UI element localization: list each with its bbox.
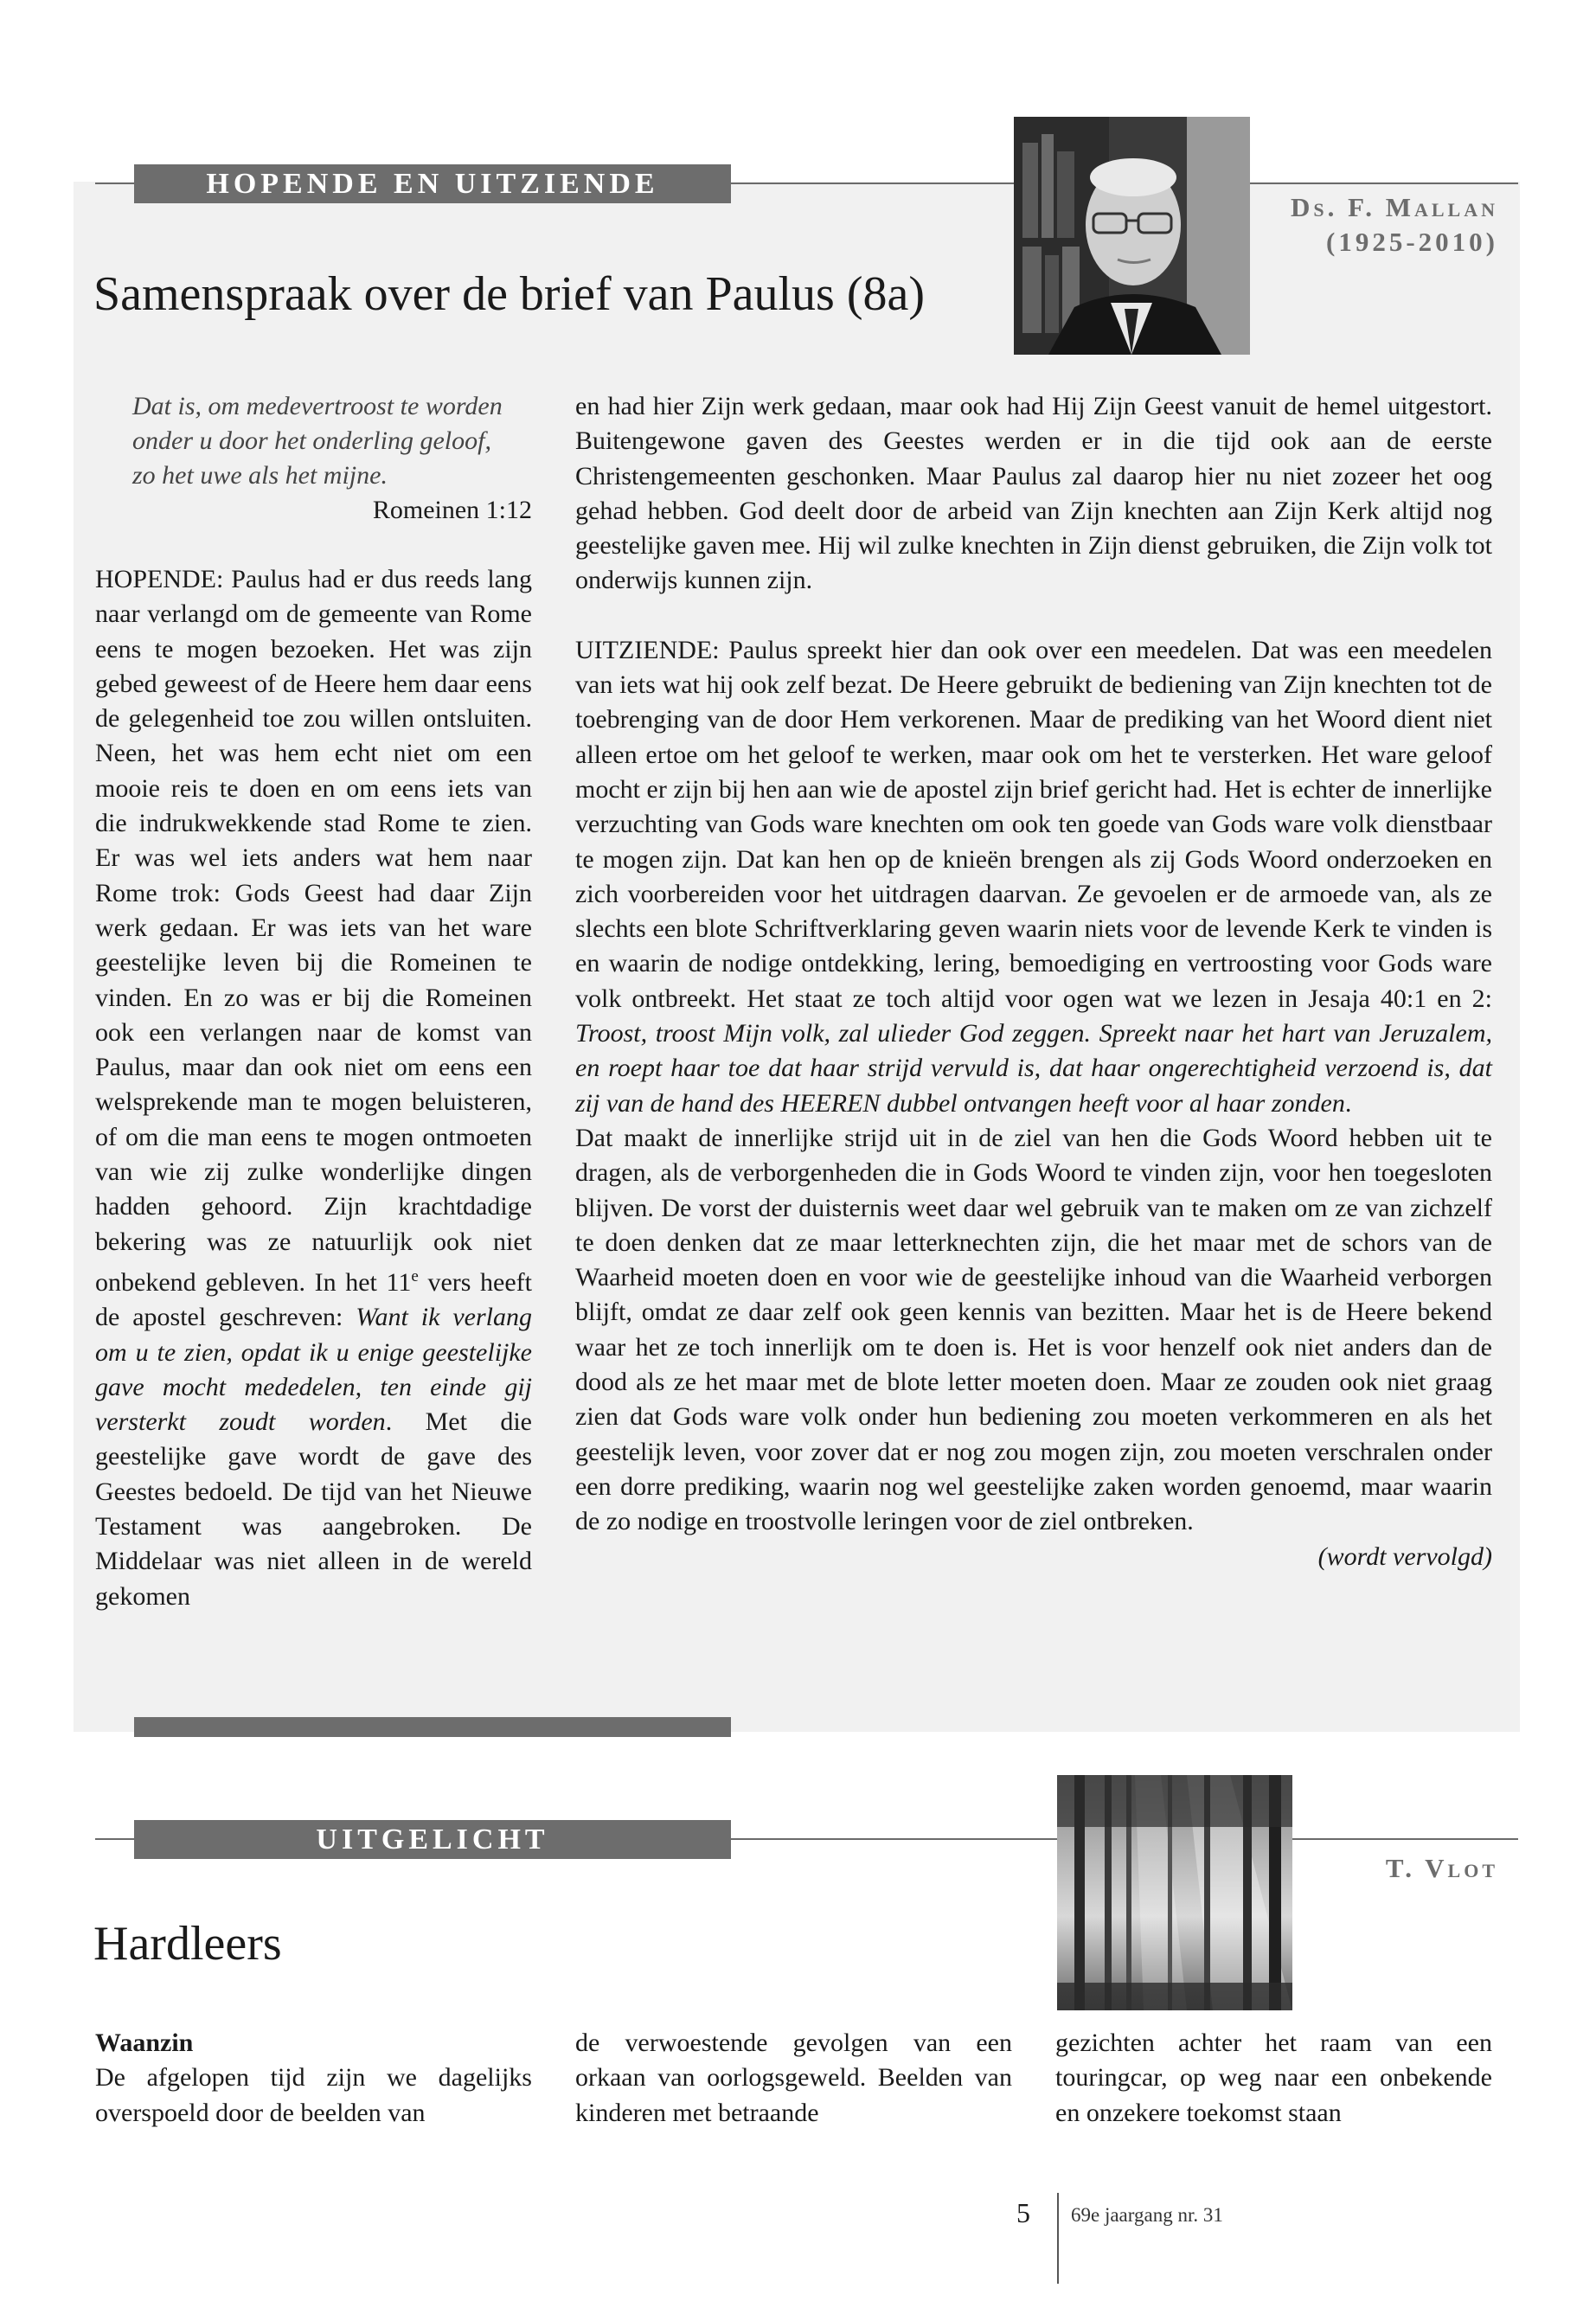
paragraph-strijd: Dat maakt de innerlijke strijd uit in de ziel van hen die Gods Woord hebben uit te dragen, als de verborgenheden die in Gods Woord te vinden zijn, voor hen toegesloten blijven. De vorst der duisternis weet daar wel gebruik van te maken om ze van zichzelf te doen denken dat ze maar letterknechten zijn, die het maar met de schors van de Waarheid moeten doen en voor wie de geestelijke inhoud van die Waarheid verborgen blijft, omdat ze daar zelf ook geen kennis van bezitten. Maar het is de Heere bekend waar het ze toch innerlijk om te doen is. Het is voor henzelf ook niet anders dan de dood als ze het maar met de blote letter moeten doen. Maar ze zouden ook niet graag zien dat Gods ware volk onder hun bediening zou moeten verkommeren en als het geestelijk leven, voor zover dat er nog zou mogen zijn, zou moeten verschralen onder een dorre prediking, waarin nog wel geestelijke zaken worden genoemd, maar waarin de zo nodige en troostvolle leringen voor de ziel ontbreken. [575,1123,1492,1536]
quote-italic: Troost, troost Mijn volk, zal ulieder God zeggen. Spreekt naar het hart van Jeruzalem, en roept haar toe dat haar strijd vervuld is, dat haar ongerechtigheid verzoend is, dat zij van de hand des HEEREN dubbel ontvangen heeft voor al haar zonden [575,1019,1492,1118]
column-3 [1055,2026,1492,2131]
author-name: Ds. F. Mallan [1291,192,1498,222]
verse-line: onder u door het onderling geloof, [132,426,491,455]
continued-note: (wordt vervolgd) [1317,1541,1492,1571]
paragraph: De afgelopen tijd zijn we dagelijks overspoeld door de beelden van [95,2063,532,2127]
issue-info: 69e jaargang nr. 31 [1071,2204,1223,2226]
paragraph: de verwoestende gevolgen van een orkaan van oorlogsgeweld. Beelden van kinderen met betraande [575,2029,1012,2127]
text-run: vers heeft de apostel geschreven: [95,1267,533,1332]
right-column [575,389,1492,1574]
footer-divider [1057,2193,1059,2284]
verse-line: zo het uwe als het mijne. [132,461,388,490]
text-run: HOPENDE: Paulus had er dus reeds lang naar verlangd om de gemeente van Rome eens te mogen bezoeken. Het was zijn gebed geweest of de Heere hem daar eens de gelegenheid toe zou willen ontsluiten. Neen, het was hem echt niet om een mooie reis te doen en om eens iets van die indrukwekkende stad Rome te zien. Er was wel iets anders wat hem naar Rome trok: Gods Geest had daar Zijn werk gedaan. Er was iets van het ware geestelijke leven bij die Romeinen te vinden. En zo was er bij die Romeinen ook een verlangen naar de komst van Paulus, maar dan ook niet om eens een welsprekende man te mogen beluisteren, of om die man eens te mogen ontmoeten van wie zij zulke wonderlijke dingen hadden gehoord. Zijn krachtdadige bekering was ze natuurlijk ook niet onbekend gebleven. In het [95,565,532,1297]
section-label: HOPENDE EN UITZIENDE [134,164,731,203]
verse-line: Dat is, om medevertroost te worden [132,392,503,420]
subheading: Waanzin [95,2029,194,2057]
text-run: . [1344,1088,1352,1118]
author-dates: (1925-2010) [1326,227,1498,257]
paragraph-continued: en had hier Zijn werk gedaan, maar ook had Hij Zijn Geest vanuit de hemel uitgestort. Buitengewone gaven des Geestes werden er in die tijd ook aan de eerste Christengemeenten geschonken. Maar Paulus zal daarop hier nu niet zozeer het oog gehad hebben. God deelt door de arbeid van Zijn knechten aan Zijn Kerk altijd nog geestelijke gaven mee. Hij wil zulke knechten in Zijn dienst gebruiken, die Zijn volk tot onderwijs kunnen zijn. [575,392,1492,595]
paragraph-hopende [95,562,532,1614]
author-byline [1263,190,1498,260]
text-run: . Met die geestelijke gave wordt de gave des Geestes bedoeld. De tijd van het Nieuwe Testament was aangebroken. De Middelaar was niet alleen in de wereld gekomen [95,1407,532,1611]
quote-italic: Want ik verlang om u te zien, opdat ik u enige geestelijke gave mocht mededelen, ten einde gij versterkt zoudt worden [95,1303,532,1437]
article-title: Hardleers [93,1917,282,1971]
section-label: UITGELICHT [134,1820,731,1859]
author-name: T. Vlot [1385,1853,1498,1883]
article-end-bar [134,1717,731,1737]
author-portrait-icon [1014,117,1250,355]
text-run: UITZIENDE: Paulus spreekt hier dan ook over een meedelen. Dat was een meedelen van iets wat hij ook zelf bezat. De Heere gebruikt de bediening van Zijn knechten tot de toebrenging van de door Hem verkorenen. Maar de prediking van het Woord dient niet alleen ertoe om het geloof te werken, maar ook om het te versterken. Het ware geloof mocht er zijn bij hen aan wie de apostel zijn brief gericht had. Het is echter de innerlijke verzuchting van Gods ware knechten om ook ten goede van Gods ware volk dienstbaar te mogen zijn. Dat kan hen op de knieën brengen als zij Gods Woord onderzoeken en zich voorbereiden voor het uitdragen daarvan. Ze gevoelen er de armoede van, als ze slechts een blote Schriftverklaring geven waarin niets voor de levende Kerk te vinden is en waarin de nodige ontdekking, lering, bemoediging en vertroosting voor Gods ware volk ontbreekt. Het staat ze toch altijd voor ogen wat we lezen in Jesaja 40:1 en 2: [575,635,1492,1013]
paragraph: gezichten achter het raam van een touringcar, op weg naar een onbekende en onzekere toekomst staan [1055,2029,1492,2127]
verse-reference: Romeinen 1:12 [372,496,532,524]
column-1 [95,2026,532,2131]
left-column [95,389,532,1614]
forest-photo-icon [1057,1775,1292,2010]
paragraph-uitziende [575,633,1492,1121]
article-title: Samenspraak over de brief van Paulus (8a) [93,267,925,321]
text-run: 11 [386,1267,412,1297]
bible-verse [95,389,532,493]
column-2 [575,2026,1012,2131]
superscript: e [411,1266,419,1285]
page-number: 5 [1016,2197,1030,2228]
